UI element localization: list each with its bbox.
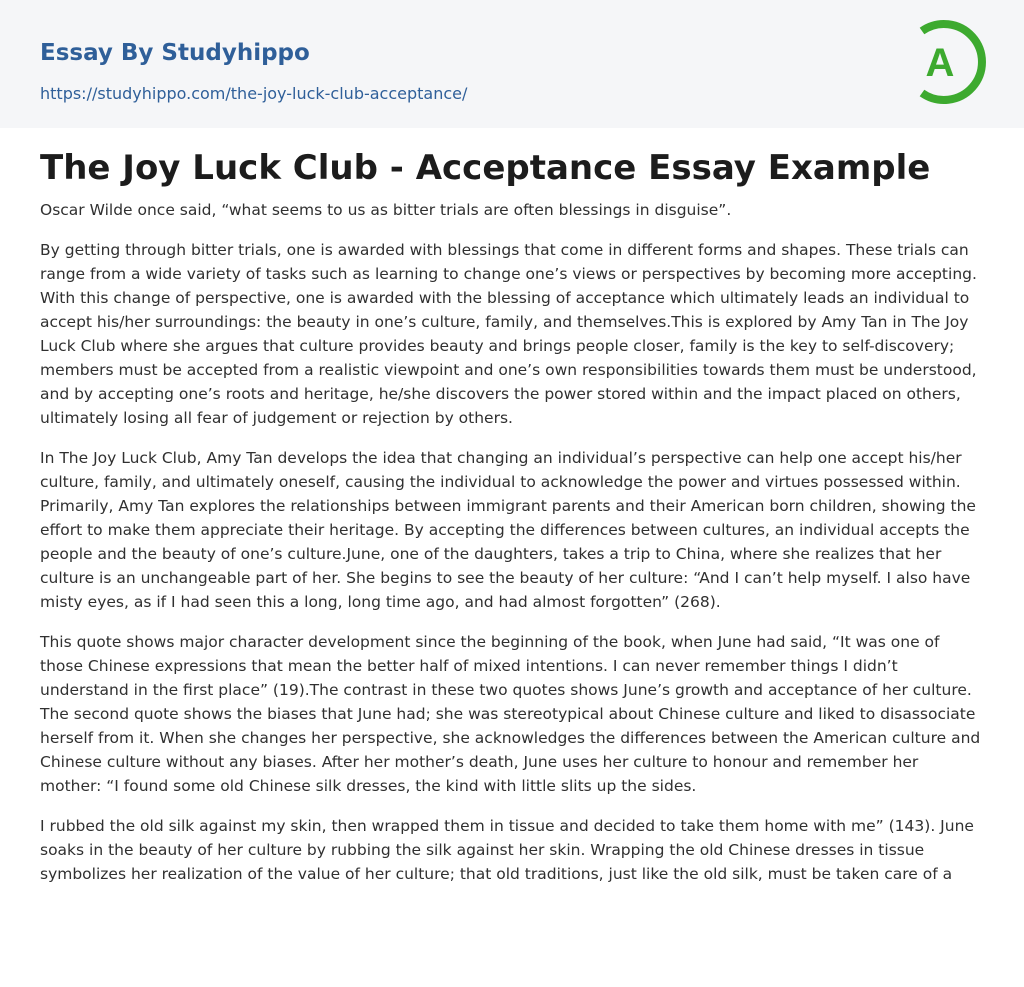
brand-title[interactable]: Essay By Studyhippo [40,40,310,66]
paragraph: I rubbed the old silk against my skin, then wrapped them in tissue and decided to take them home with me” (143). June soaks in the beauty of her culture by rubbing the silk against her skin. Wrapping the old Chinese dresses in tissue symbolizes her realization of the value of her culture; that old traditions, just like the old silk, must be taken care of a [40,817,974,883]
logo-letter: A [925,41,955,85]
source-url-link[interactable]: https://studyhippo.com/the-joy-luck-club-acceptance/ [40,84,468,103]
paragraph: Oscar Wilde once said, “what seems to us as bitter trials are often blessings in disguise”. [40,201,732,219]
paragraph: In The Joy Luck Club, Amy Tan develops the idea that changing an individual’s perspective can help one accept his/her culture, family, and ultimately oneself, causing the individual to acknowledge the power and virtues possessed within. Primarily, Amy Tan explores the relationships between immigrant parents and their American born children, showing the effort to make them appreciate their heritage. By accepting the differences between cultures, an individual accepts the people and the beauty of one’s culture.June, one of the daughters, takes a trip to China, where she realizes that her culture is an unchangeable part of her. She begins to see the beauty of her culture: “And I can’t help myself. I also have misty eyes, as if I had seen this a long, long time ago, and had almost forgotten” (268). [40,449,976,611]
paragraph: By getting through bitter trials, one is awarded with blessings that come in different forms and shapes. These trials can range from a wide variety of tasks such as learning to change one’s views or perspectives by becoming more accepting. With this change of perspective, one is awarded with the blessing of acceptance which ultimately leads an individual to accept his/her surroundings: the beauty in one’s culture, family, and themselves.This is explored by Amy Tan in The Joy Luck Club where she argues that culture provides beauty and brings people closer, family is the key to self-discovery; members must be accepted from a realistic viewpoint and one’s own responsibilities towards them must be understood, and by accepting one’s roots and heritage, he/she discovers the power stored within and the impact placed on others, ultimately losing all fear of judgement or rejection by others. [40,241,977,427]
site-header [0,0,1024,128]
page-title: The Joy Luck Club - Acceptance Essay Example [40,148,931,188]
studyhippo-a-logo-icon[interactable] [912,19,986,105]
paragraph: This quote shows major character development since the beginning of the book, when June had said, “It was one of those Chinese expressions that mean the better half of mixed intentions. I can never remember things I didn’t understand in the first place” (19).The contrast in these two quotes shows June’s growth and acceptance of her culture. The second quote shows the biases that June had; she was stereotypical about Chinese culture and liked to disassociate herself from it. When she changes her perspective, she acknowledges the differences between the American culture and Chinese culture without any biases. After her mother’s death, June uses her culture to honour and remember her mother: “I found some old Chinese silk dresses, the kind with little slits up the sides. [40,633,981,795]
article [0,146,1024,886]
